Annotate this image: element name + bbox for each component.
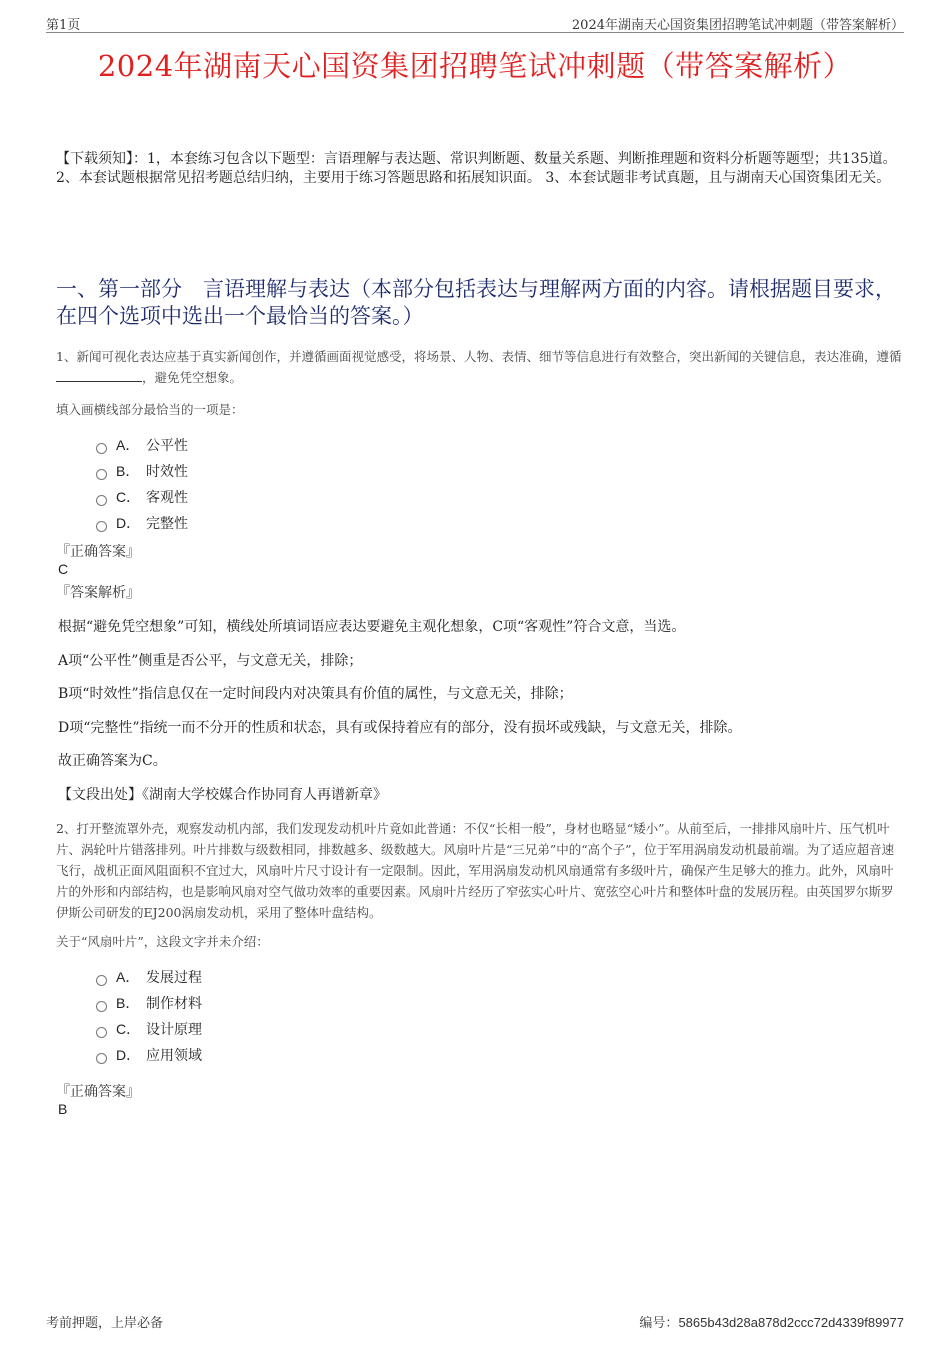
question-1-prompt: 填入画横线部分最恰当的一项是： bbox=[56, 402, 244, 417]
question-1-text-before: 1、新闻可视化表达应基于真实新闻创作，并遵循画面视觉感受，将场景、人物、表情、细节等信息进行有效整合，突出新闻的关键信息，表达准确，遵循 bbox=[56, 349, 902, 364]
radio-button[interactable] bbox=[96, 1001, 107, 1012]
question-2-options bbox=[96, 964, 202, 1068]
answer-label: 『正确答案』 bbox=[56, 1084, 140, 1100]
analysis-line: D项“完整性”指统一而不分开的性质和状态，具有或保持着应有的部分，没有损坏或残缺，与文意无关，排除。 bbox=[58, 720, 742, 736]
option-b[interactable] bbox=[96, 458, 188, 484]
question-1-options bbox=[96, 432, 188, 536]
option-c[interactable] bbox=[96, 484, 188, 510]
document-code bbox=[639, 1312, 904, 1331]
analysis-line: B项“时效性”指信息仅在一定时间段内对决策具有价值的属性，与文意无关，排除； bbox=[58, 686, 573, 702]
option-text: 制作材料 bbox=[146, 996, 202, 1012]
page-number: 第1页 bbox=[46, 18, 81, 33]
text-source: 【文段出处】《湖南大学校媒合作协同育人再谱新章》 bbox=[58, 787, 387, 803]
radio-button[interactable] bbox=[96, 1053, 107, 1064]
option-d[interactable] bbox=[96, 1042, 202, 1068]
answer-label: 『正确答案』 bbox=[56, 544, 140, 560]
question-1-text-after: ，避免凭空想象。 bbox=[142, 370, 243, 385]
question-2-prompt: 关于“风扇叶片”，这段文字并未介绍： bbox=[56, 934, 269, 949]
option-text: 应用领域 bbox=[146, 1048, 202, 1064]
download-notice: 【下载须知】：1，本套练习包含以下题型：言语理解与表达题、常识判断题、数量关系题、判断推理题和资料分析题等题型；共135道。 2、本套试题根据常见招考题总结归纳，主要用于练习答题思路和拓展知识面。 3、本套试题非考试真题，且与湖南天心国资集团无关。 bbox=[56, 151, 897, 186]
analysis-label: 『答案解析』 bbox=[56, 585, 140, 601]
option-c[interactable] bbox=[96, 1016, 202, 1042]
question-2-text: 2、打开整流罩外壳，观察发动机内部，我们发现发动机叶片竟如此普通：不仅“长相一般”，身材也略显“矮小”。从前至后，一排排风扇叶片、压气机叶片、涡轮叶片错落排列。叶片排数与级数相同，排数越多、级数越大。风扇叶片是“三兄弟”中的“高个子”，位于军用涡扇发动机最前端。为了适应超音速飞行，战机正面风阻面积不宜过大，风扇叶片尺寸设计有一定限制。因此，军用涡扇发动机风扇通常有多级叶片，确保产生足够大的推力。此外，风扇叶片的外形和内部结构，也是影响风扇对空气做功效率的重要因素。风扇叶片经历了窄弦实心叶片、宽弦空心叶片和整体叶盘的发展历程。由英国罗尔斯罗伊斯公司研发的EJ200涡扇发动机，采用了整体叶盘结构。 bbox=[56, 821, 895, 920]
option-letter: C． bbox=[116, 489, 141, 505]
code-value: 5865b43d28a878d2ccc72d4339f89977 bbox=[678, 1315, 904, 1330]
analysis-line: 故正确答案为C。 bbox=[58, 753, 167, 769]
fill-in-blank bbox=[56, 368, 142, 382]
header-doc-title: 2024年湖南天心国资集团招聘笔试冲刺题（带答案解析） bbox=[571, 18, 904, 33]
document-title: 2024年湖南天心国资集团招聘笔试冲刺题（带答案解析） bbox=[97, 49, 853, 83]
radio-button[interactable] bbox=[96, 495, 107, 506]
option-letter: A． bbox=[116, 437, 140, 453]
radio-button[interactable] bbox=[96, 443, 107, 454]
correct-answer: B bbox=[58, 1101, 68, 1117]
option-b[interactable] bbox=[96, 990, 202, 1016]
option-text: 客观性 bbox=[146, 490, 188, 506]
option-text: 发展过程 bbox=[146, 970, 202, 986]
code-label: 编号： bbox=[639, 1316, 679, 1331]
option-letter: D． bbox=[116, 515, 141, 531]
option-text: 设计原理 bbox=[146, 1022, 202, 1038]
option-letter: C． bbox=[116, 1021, 141, 1037]
analysis-line: 根据“避免凭空想象”可知，横线处所填词语应表达要避免主观化想象，C项“客观性”符合文意，当选。 bbox=[58, 619, 686, 635]
option-letter: A． bbox=[116, 969, 140, 985]
option-text: 完整性 bbox=[146, 516, 188, 532]
correct-answer: C bbox=[58, 561, 69, 577]
section-heading: 一、第一部分 言语理解与表达（本部分包括表达与理解两方面的内容。请根据题目要求，在四个选项中选出一个最恰当的答案。） bbox=[56, 277, 896, 328]
option-a[interactable] bbox=[96, 432, 188, 458]
analysis-line: A项“公平性”侧重是否公平，与文意无关，排除； bbox=[58, 653, 363, 669]
option-letter: D． bbox=[116, 1047, 141, 1063]
option-letter: B． bbox=[116, 463, 140, 479]
option-letter: B． bbox=[116, 995, 140, 1011]
page-header bbox=[46, 12, 904, 33]
radio-button[interactable] bbox=[96, 975, 107, 986]
option-text: 公平性 bbox=[146, 438, 188, 454]
footer-slogan: 考前押题，上岸必备 bbox=[46, 1316, 164, 1331]
option-text: 时效性 bbox=[146, 464, 188, 480]
radio-button[interactable] bbox=[96, 521, 107, 532]
radio-button[interactable] bbox=[96, 1027, 107, 1038]
option-a[interactable] bbox=[96, 964, 202, 990]
option-d[interactable] bbox=[96, 510, 188, 536]
question-1-text bbox=[56, 346, 902, 388]
radio-button[interactable] bbox=[96, 469, 107, 480]
